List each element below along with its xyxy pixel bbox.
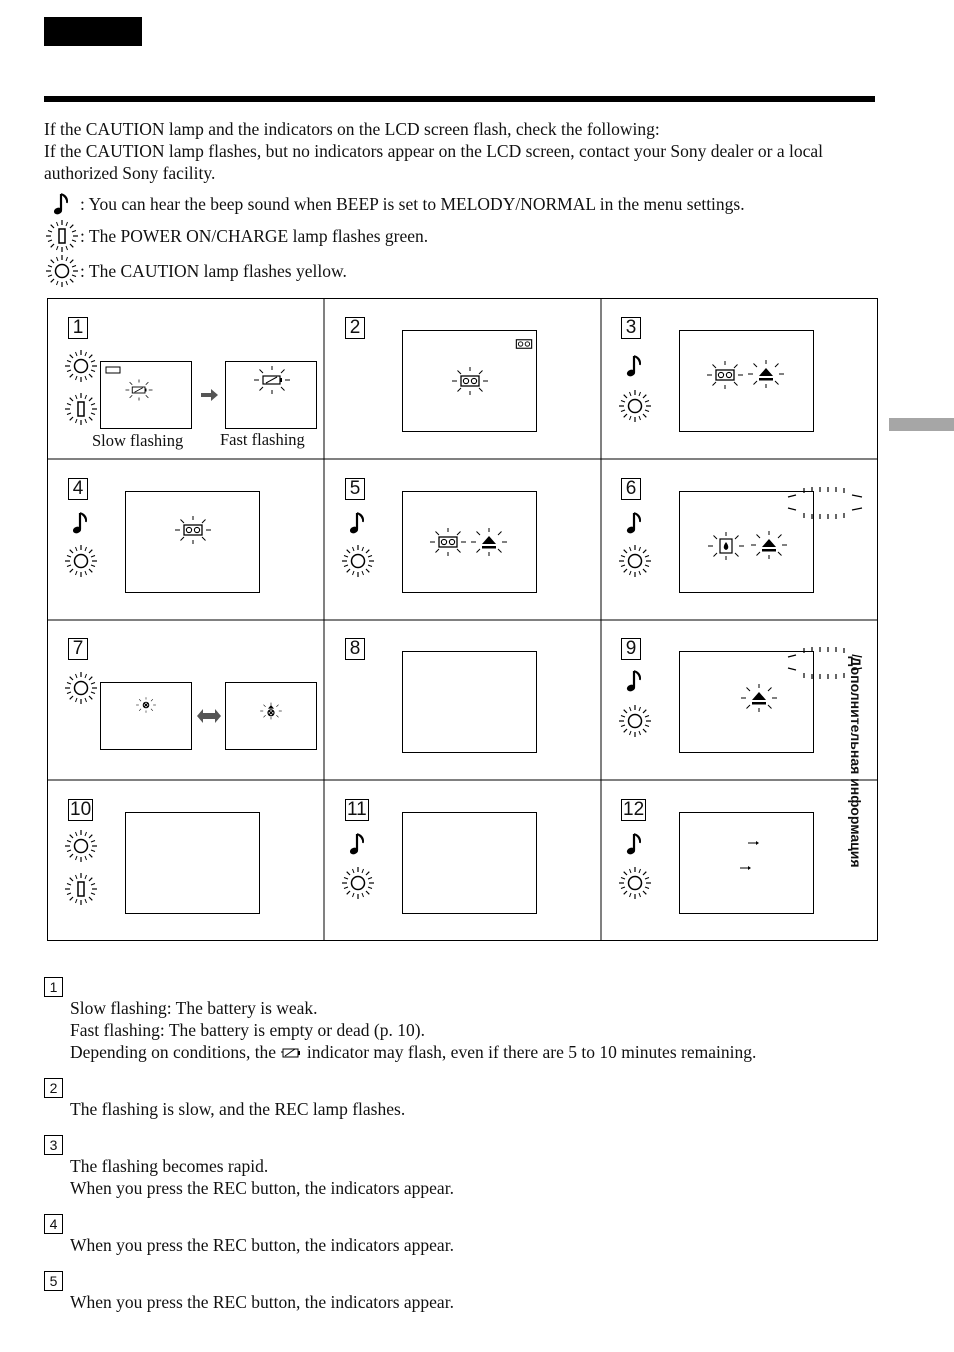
cell-number: 4 (68, 478, 88, 500)
side-section-label: Дополнительная информация (848, 656, 864, 868)
cell-number: 1 (68, 317, 88, 339)
grid-cell-4 (48, 460, 325, 621)
caution-lamp-icon (64, 544, 98, 578)
grid-cell-1 (48, 299, 325, 460)
note-number: 1 (44, 977, 63, 997)
eject-flash-icon (751, 531, 787, 559)
intro-line-2: If the CAUTION lamp flashes, but no indicators appear on the LCD screen, contact your Sony dealer or a local authorized Sony facility. (44, 141, 823, 183)
note-line: Fast flashing: The battery is empty or dead (p. 10). (70, 1020, 425, 1040)
beep-note-icon (618, 664, 652, 698)
grid-cell-10 (48, 781, 325, 942)
small-arrow-icon (740, 866, 751, 870)
cassette-small-icon (516, 340, 531, 349)
beep-note-icon (341, 827, 375, 861)
grid-cell-8 (325, 621, 602, 781)
caution-lamp-icon (341, 544, 375, 578)
note-line (44, 1041, 904, 1063)
note-line: When you press the REC button, the indicators appear. (70, 1178, 454, 1198)
note-1 (44, 975, 904, 1063)
lcd-screen (402, 330, 537, 432)
beep-note-icon (341, 506, 375, 540)
eject-flash-icon (741, 684, 777, 712)
caution-lamp-icon (64, 829, 98, 863)
legend-beep-text: : You can hear the beep sound when BEEP is set to MELODY/NORMAL in the menu settings. (80, 193, 745, 214)
beep-note-icon (44, 187, 80, 221)
note-line-part: indicator may flash, even if there are 5 to 10 minutes remaining. (306, 1042, 757, 1062)
note-line: The flashing is slow, and the REC lamp flashes. (70, 1099, 406, 1119)
note-line: The flashing becomes rapid. (70, 1156, 269, 1176)
cassette-flash-icon (430, 528, 466, 556)
note-line: Slow flashing: The battery is weak. (70, 998, 318, 1018)
legend-power (44, 219, 428, 253)
note-line: When you press the REC button, the indicators appear. (70, 1235, 454, 1255)
lcd-screen (402, 491, 537, 593)
cell-number: 7 (68, 638, 88, 660)
grid-cell-2 (325, 299, 602, 460)
caution-lamp-icon (341, 866, 375, 900)
grid-cell-6 (602, 460, 879, 621)
lcd-screen (679, 330, 814, 432)
cell-number: 6 (621, 478, 641, 500)
caution-lamp-icon (618, 866, 652, 900)
battery-flash-icon (126, 380, 153, 401)
caution-lamp-icon (618, 544, 652, 578)
cell-number: 8 (345, 638, 365, 660)
lcd-screen (100, 361, 192, 429)
note-number: 5 (44, 1271, 63, 1291)
lithium-battery-eject-flash-icon (260, 703, 282, 720)
grid-cell-3 (602, 299, 879, 460)
caption-fast-flashing: Fast flashing (220, 430, 305, 449)
legend-power-text: : The POWER ON/CHARGE lamp flashes green. (80, 225, 429, 246)
cell-number: 12 (623, 799, 645, 820)
beep-note-icon (618, 827, 652, 861)
lcd-screen (402, 812, 537, 914)
small-arrow-icon (748, 841, 759, 845)
caution-lamp-icon (44, 254, 80, 288)
note-line-part: Depending on conditions, the (70, 1042, 277, 1062)
note-number: 4 (44, 1214, 63, 1234)
beep-note-icon (618, 349, 652, 383)
arrow-right-icon (201, 389, 219, 401)
arrow-double-icon (197, 709, 221, 723)
note-line: When you press the REC button, the indicators appear. (70, 1292, 454, 1312)
cassette-flash-icon (175, 516, 211, 544)
eject-flash-icon (748, 360, 784, 388)
intro-line-1: If the CAUTION lamp and the indicators on the LCD screen flash, check the following: (44, 119, 660, 139)
lithium-battery-flash-icon (136, 697, 156, 712)
caution-lamp-icon (618, 389, 652, 423)
lcd-screen (225, 682, 317, 750)
intro-text (44, 118, 884, 184)
side-gray-tab (889, 418, 954, 431)
battery-small-icon (106, 367, 120, 373)
lcd-screen (225, 361, 317, 429)
eject-flash-icon (471, 528, 507, 556)
beep-note-icon (618, 506, 652, 540)
cell-number: 5 (345, 478, 365, 500)
caution-lamp-icon (64, 671, 98, 705)
header-rule (44, 96, 875, 102)
battery-flash-icon (254, 366, 290, 394)
power-charge-lamp-icon (64, 392, 98, 426)
note-3 (44, 1133, 904, 1199)
note-number: 2 (44, 1078, 63, 1098)
cell-number: 2 (345, 317, 365, 339)
lcd-screen (100, 682, 192, 750)
grid-cell-12 (602, 781, 879, 942)
power-charge-lamp-icon (44, 219, 80, 253)
legend-caution-text: : The CAUTION lamp flashes yellow. (80, 260, 347, 281)
battery-indicator-icon (280, 1046, 302, 1059)
note-4 (44, 1212, 904, 1256)
cell-number: 10 (70, 799, 92, 820)
lcd-screen (402, 651, 537, 753)
beep-note-icon (64, 506, 98, 540)
cassette-flash-icon (707, 361, 743, 389)
grid-cell-5 (325, 460, 602, 621)
grid-cell-11 (325, 781, 602, 942)
flash-dashes-icon (786, 484, 866, 524)
grid-cell-9 (602, 621, 879, 781)
note-5 (44, 1269, 904, 1313)
cell-number: 11 (347, 799, 367, 820)
cassette-flash-icon (452, 367, 488, 395)
caution-lamp-icon (64, 349, 98, 383)
grid-cell-7 (48, 621, 325, 781)
indicator-grid (47, 298, 878, 941)
cell-number: 3 (621, 317, 641, 339)
header-black-tab (44, 17, 142, 46)
legend-caution (44, 254, 347, 288)
caption-slow-flashing: Slow flashing (92, 431, 184, 450)
lcd-screen (679, 812, 814, 914)
notes-section (44, 975, 904, 1326)
lcd-screen (125, 491, 260, 593)
caution-lamp-icon (618, 704, 652, 738)
cell-number: 9 (621, 638, 641, 660)
dew-condensation-flash-icon (708, 532, 744, 560)
power-charge-lamp-icon (64, 872, 98, 906)
legend-beep (44, 187, 745, 221)
lcd-screen (125, 812, 260, 914)
note-2 (44, 1076, 904, 1120)
note-number: 3 (44, 1135, 63, 1155)
